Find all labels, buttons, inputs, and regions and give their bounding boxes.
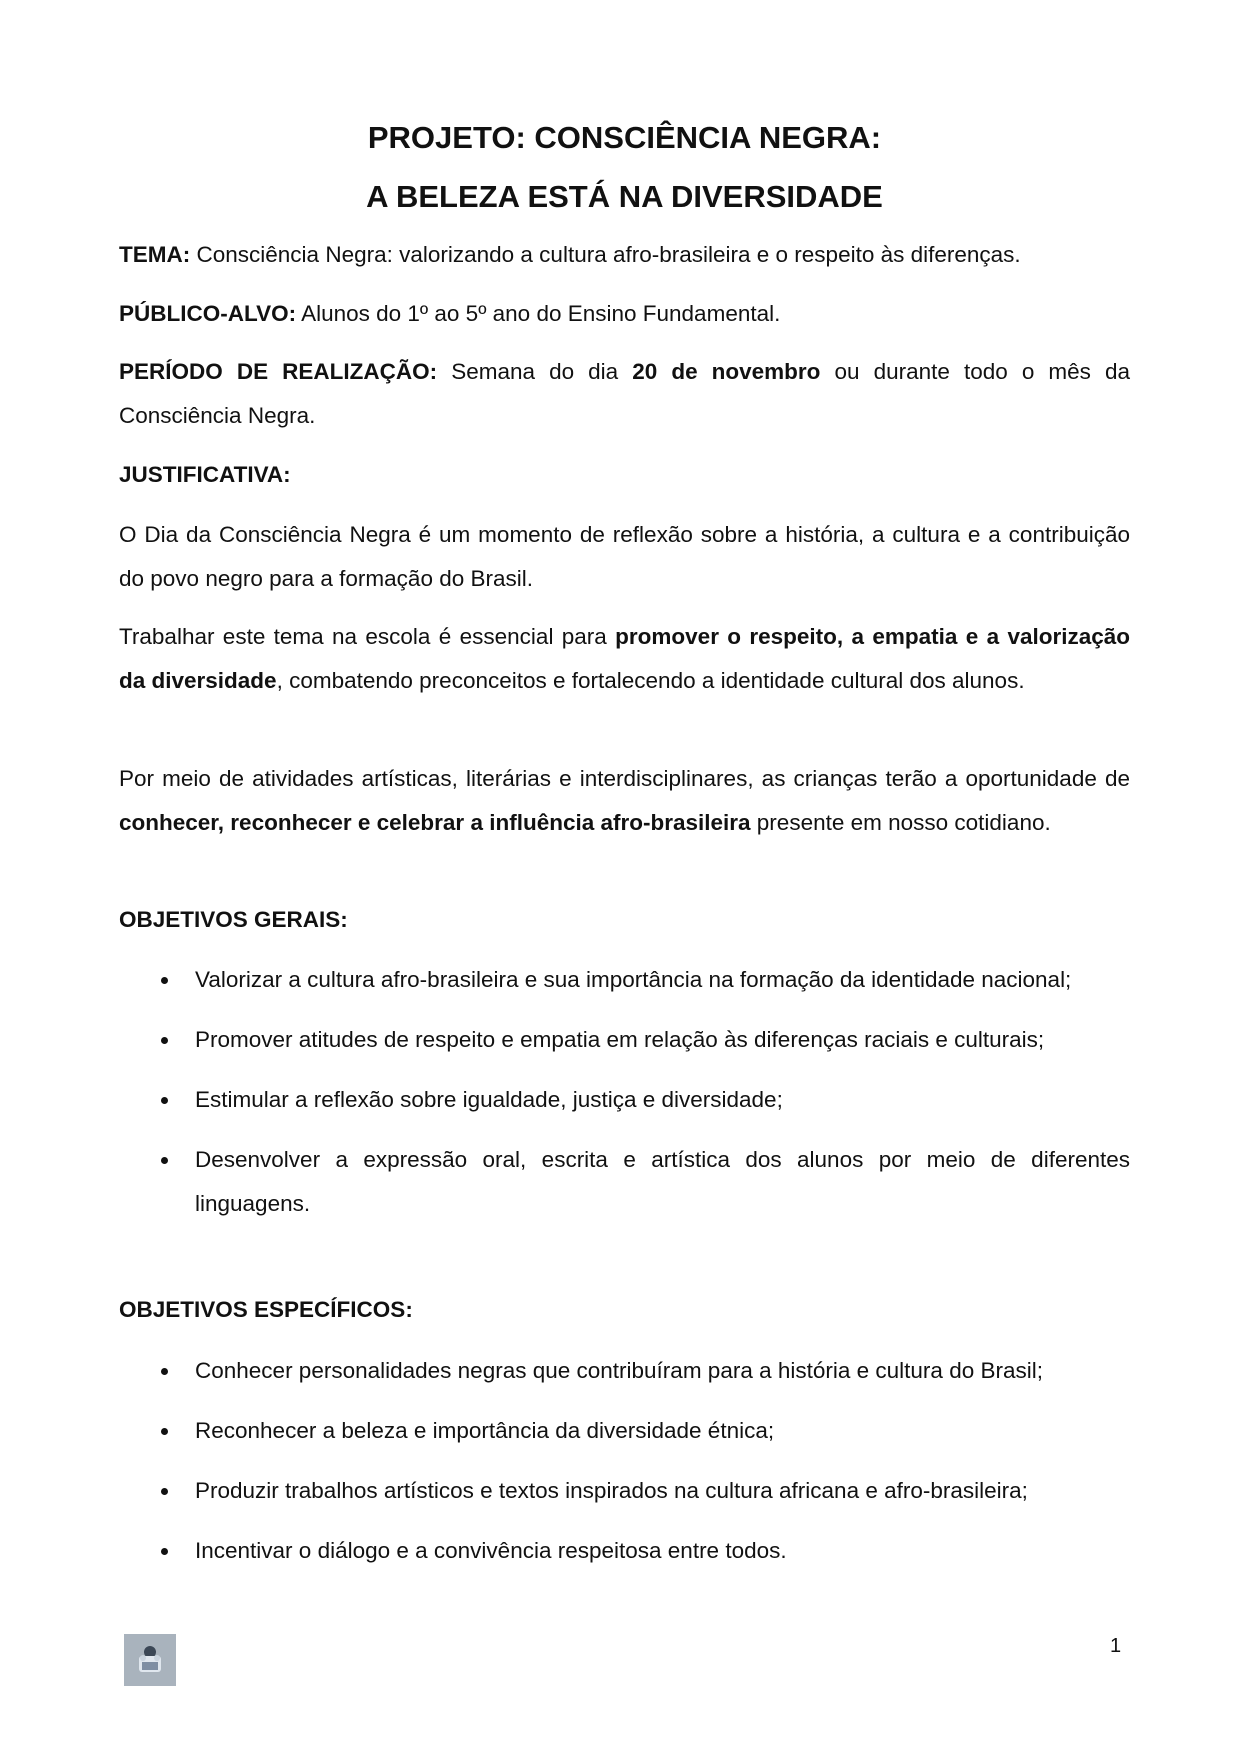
list-item — [119, 1409, 1130, 1453]
list-item-text: Desenvolver a expressão oral, escrita e artística dos alunos por meio de diferentes linguagens. — [195, 1147, 1130, 1216]
list-item-text: Incentivar o diálogo e a convivência respeitosa entre todos. — [195, 1538, 787, 1563]
periodo-text-after: ou durante todo o mês da Consciência Negra. — [119, 359, 1130, 428]
objetivos-especificos-heading: OBJETIVOS ESPECÍFICOS: — [119, 1297, 413, 1322]
justificativa-paragraph-1: O Dia da Consciência Negra é um momento de reflexão sobre a história, a cultura e a contribuição do povo negro para a formação do Brasil. — [119, 522, 1130, 591]
justificativa-heading: JUSTIFICATIVA: — [119, 462, 291, 487]
list-item-text: Promover atitudes de respeito e empatia em relação às diferenças raciais e culturais; — [195, 1027, 1045, 1052]
list-item — [119, 1349, 1130, 1393]
tema-text: Consciência Negra: valorizando a cultura afro-brasileira e o respeito às diferenças. — [190, 242, 1021, 267]
p3-text-before: Por meio de atividades artísticas, literárias e interdisciplinares, as crianças terão a oportunidade de — [119, 766, 1130, 791]
publico-alvo-label: PÚBLICO-ALVO: — [119, 301, 297, 326]
bullet-icon — [161, 1368, 168, 1375]
bullet-icon — [161, 1097, 168, 1104]
p2-bold: promover o respeito, a empatia e a valorização da diversidade — [119, 624, 1131, 693]
justificativa-paragraph-2 — [119, 615, 1130, 703]
list-item — [119, 1018, 1130, 1062]
objetivos-gerais-heading: OBJETIVOS GERAIS: — [119, 907, 348, 932]
list-item — [119, 958, 1130, 1002]
list-item — [119, 1469, 1130, 1513]
bullet-icon — [161, 977, 168, 984]
list-item — [119, 1138, 1130, 1226]
p2-text-before: Trabalhar este tema na escola é essencial para — [119, 624, 616, 649]
tema-paragraph — [119, 233, 1130, 277]
list-item-text: Produzir trabalhos artísticos e textos inspirados na cultura africana e afro-brasileira; — [195, 1478, 1028, 1503]
periodo-paragraph — [119, 350, 1130, 438]
bullet-icon — [161, 1157, 168, 1164]
bullet-icon — [161, 1488, 168, 1495]
list-item-text: Reconhecer a beleza e importância da diversidade étnica; — [195, 1418, 775, 1443]
justificativa-paragraph-3 — [119, 757, 1130, 845]
periodo-text-before: Semana do dia — [437, 359, 633, 384]
bullet-icon — [161, 1037, 168, 1044]
list-item-text: Valorizar a cultura afro-brasileira e sua importância na formação da identidade nacional; — [195, 967, 1072, 992]
list-item — [119, 1078, 1130, 1122]
publico-alvo-paragraph — [119, 292, 1130, 336]
school-logo-icon — [124, 1634, 176, 1686]
list-item-text: Estimular a reflexão sobre igualdade, justiça e diversidade; — [195, 1087, 783, 1112]
tema-label: TEMA: — [119, 242, 191, 267]
periodo-date: 20 de novembro — [632, 359, 821, 384]
objetivos-gerais-list — [119, 958, 1130, 1226]
page-number: 1 — [1110, 1635, 1122, 1657]
p3-bold: conhecer, reconhecer e celebrar a influência afro-brasileira — [119, 810, 751, 835]
p2-text-after: , combatendo preconceitos e fortalecendo a identidade cultural dos alunos. — [276, 668, 1025, 693]
document-title-line-2: A BELEZA ESTÁ NA DIVERSIDADE — [366, 179, 883, 214]
list-item — [119, 1529, 1130, 1573]
publico-alvo-text: Alunos do 1º ao 5º ano do Ensino Fundamental. — [296, 301, 781, 326]
document-title-line-1: PROJETO: CONSCIÊNCIA NEGRA: — [367, 120, 882, 155]
bullet-icon — [161, 1548, 168, 1555]
school-logo-graphic — [130, 1640, 170, 1680]
periodo-label: PERÍODO DE REALIZAÇÃO: — [119, 359, 438, 384]
p3-text-after: presente em nosso cotidiano. — [750, 810, 1051, 835]
list-item-text: Conhecer personalidades negras que contribuíram para a história e cultura do Brasil; — [195, 1358, 1043, 1383]
objetivos-especificos-list — [119, 1349, 1130, 1573]
bullet-icon — [161, 1428, 168, 1435]
